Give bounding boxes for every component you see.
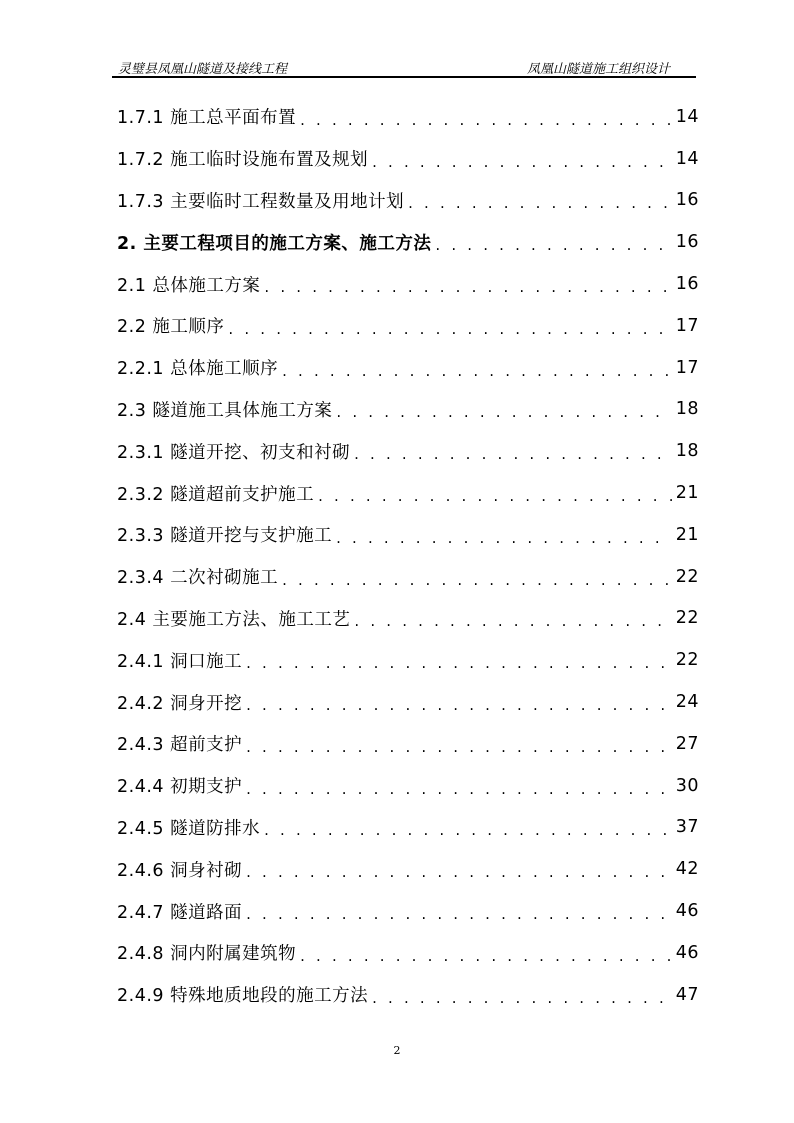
toc-entry-title: 1.7.1 施工总平面布置 [117,108,297,129]
toc-entry[interactable] [117,96,699,138]
toc-entry-page: 46 [675,901,699,922]
toc-entry-page: 21 [675,483,699,504]
toc-dot-leader [246,737,672,755]
toc-entry[interactable] [117,472,699,514]
toc-entry-page: 22 [675,650,699,671]
toc-entry-page: 17 [675,357,699,378]
toc-entry-page: 47 [675,984,699,1005]
toc-entry-title: 2.4.3 超前支护 [117,735,243,756]
toc-entry-page: 16 [675,190,699,211]
toc-dot-leader [246,779,672,797]
toc-entry[interactable] [117,430,699,472]
header-document-title: 凤凰山隧道施工组织设计 [526,62,670,77]
toc-entry-title: 2.2 施工顺序 [117,317,225,338]
page-header [112,56,696,76]
toc-entry-title: 2.4.6 洞身衬砌 [117,860,243,881]
toc-entry[interactable] [117,723,699,765]
toc-dot-leader [264,820,672,838]
toc-dot-leader [354,444,672,462]
toc-entry-title: 2.4 主要施工方法、施工工艺 [117,609,351,630]
toc-entry[interactable] [117,681,699,723]
toc-entry-title: 2.4.5 隧道防排水 [117,818,261,839]
toc-entry[interactable] [117,389,699,431]
toc-entry-title: 2.4.1 洞口施工 [117,651,243,672]
toc-entry-title: 2.3.2 隧道超前支护施工 [117,484,315,505]
toc-entry-page: 18 [675,441,699,462]
toc-entry-title: 2.2.1 总体施工顺序 [117,359,279,380]
toc-entry-page: 16 [675,274,699,295]
toc-entry-title: 2.1 总体施工方案 [117,275,261,296]
toc-entry-title: 2.3.3 隧道开挖与支护施工 [117,526,333,547]
page-number: 2 [393,1044,401,1057]
toc-entry-page: 17 [675,315,699,336]
toc-entry[interactable] [117,807,699,849]
toc-entry[interactable] [117,263,699,305]
toc-dot-leader [435,235,671,253]
toc-entry-page: 46 [675,942,699,963]
header-divider [112,76,696,78]
toc-entry-page: 22 [675,566,699,587]
toc-entry[interactable] [117,639,699,681]
toc-entry-page: 42 [675,859,699,880]
toc-dot-leader [282,361,672,379]
toc-entry-title: 2.3.1 隧道开挖、初支和衬砌 [117,442,351,463]
toc-dot-leader [372,152,672,170]
toc-entry-title: 2.4.8 洞内附属建筑物 [117,944,297,965]
toc-entry[interactable] [117,347,699,389]
toc-dot-leader [300,946,672,964]
toc-dot-leader [246,695,672,713]
toc-entry-page: 18 [675,399,699,420]
toc-entry[interactable] [117,514,699,556]
table-of-contents [117,96,699,1016]
toc-entry[interactable] [117,138,699,180]
toc-entry-title: 2. 主要工程项目的施工方案、施工方法 [117,233,432,254]
toc-dot-leader [228,319,671,337]
toc-dot-leader [336,528,672,546]
toc-entry[interactable] [117,974,699,1016]
toc-entry-page: 27 [675,733,699,754]
toc-entry-title: 2.4.4 初期支护 [117,777,243,798]
toc-entry-title: 1.7.3 主要临时工程数量及用地计划 [117,191,405,212]
toc-entry[interactable] [117,180,699,222]
toc-entry[interactable] [117,890,699,932]
toc-dot-leader [408,193,672,211]
toc-dot-leader [246,653,672,671]
toc-dot-leader [246,904,672,922]
toc-entry-page: 22 [675,608,699,629]
toc-entry-title: 2.4.9 特殊地质地段的施工方法 [117,986,369,1007]
toc-dot-leader [246,862,672,880]
toc-entry-page: 14 [675,148,699,169]
toc-entry-page: 14 [675,106,699,127]
toc-dot-leader [336,402,671,420]
toc-entry-page: 37 [675,817,699,838]
toc-entry-title: 1.7.2 施工临时设施布置及规划 [117,150,369,171]
toc-entry[interactable] [117,932,699,974]
toc-dot-leader [354,611,671,629]
toc-entry-page: 30 [675,775,699,796]
toc-entry-page: 16 [675,232,699,253]
toc-entry[interactable] [117,305,699,347]
toc-entry[interactable] [117,556,699,598]
header-project-name: 灵璧县凤凰山隧道及接线工程 [118,62,288,77]
toc-entry[interactable] [117,598,699,640]
toc-dot-leader [264,277,671,295]
toc-entry[interactable] [117,765,699,807]
toc-entry-title: 2.4.7 隧道路面 [117,902,243,923]
toc-dot-leader [300,110,672,128]
toc-dot-leader [318,486,672,504]
toc-dot-leader [372,988,672,1006]
toc-entry[interactable] [117,221,699,263]
toc-entry-title: 2.3 隧道施工具体施工方案 [117,400,333,421]
toc-entry-page: 24 [675,692,699,713]
toc-dot-leader [282,570,672,588]
toc-entry-page: 21 [675,524,699,545]
toc-entry[interactable] [117,848,699,890]
toc-entry-title: 2.3.4 二次衬砌施工 [117,568,279,589]
toc-entry-title: 2.4.2 洞身开挖 [117,693,243,714]
